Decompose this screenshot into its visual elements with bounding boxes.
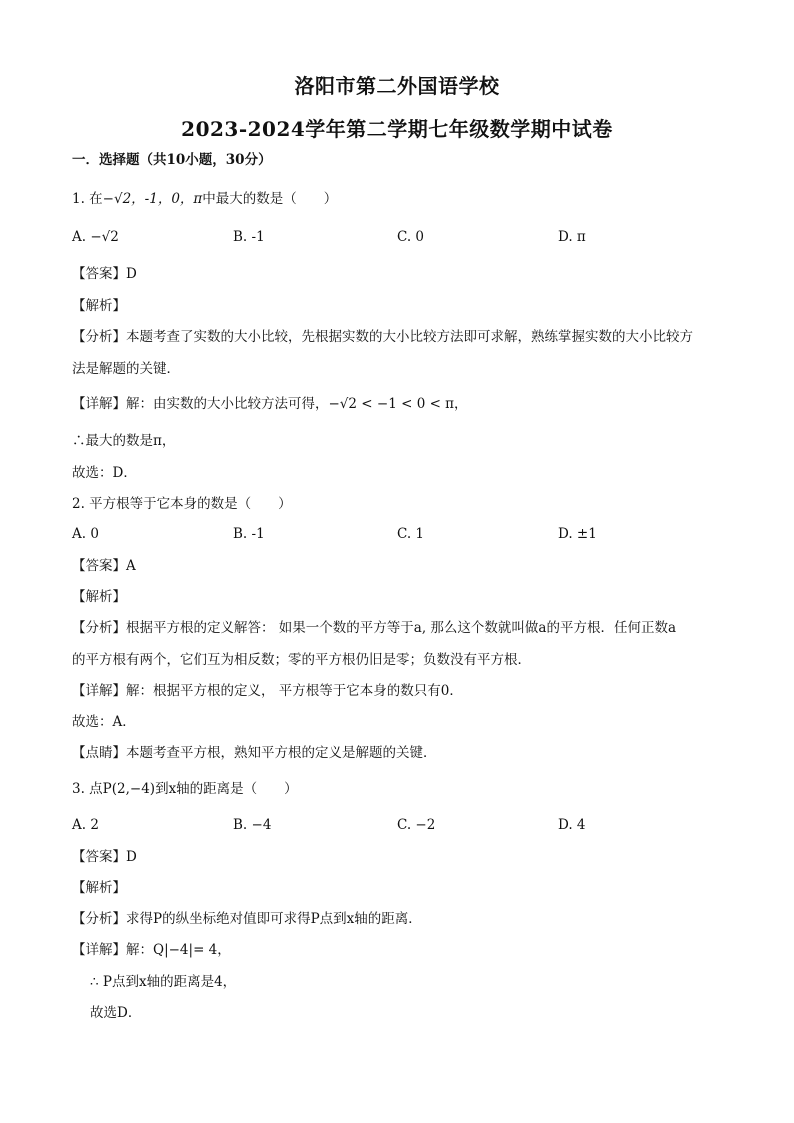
- question-1-option-a: A. −√2: [72, 229, 119, 245]
- question-1-option-d: D. π: [558, 229, 586, 245]
- question-3-option-d: D. 4: [558, 817, 586, 833]
- school-title: 洛阳市第二外国语学校: [294, 74, 500, 98]
- question-2-option-c: C. 1: [397, 526, 425, 542]
- question-2-detail: 【详解】解：根据平方根的定义， 平方根等于它本身的数只有0．: [72, 683, 463, 699]
- question-1-fenxi-line-1: 【分析】本题考查了实数的大小比较，先根据实数的大小比较方法即可求解，熟练掌握实数的大小比较方: [72, 329, 693, 345]
- question-1-numbers: −√2，-1，0，π: [102, 191, 203, 207]
- question-1-conclusion: ∴最大的数是π，: [72, 433, 176, 449]
- question-3-detail: 【详解】解：Q|−4|= 4，: [72, 942, 231, 958]
- question-1-option-c: C. 0: [397, 229, 425, 245]
- question-3-option-a: A. 2: [72, 817, 99, 833]
- question-1-answer: 【答案】D: [72, 266, 137, 282]
- question-1-option-b: B. -1: [233, 229, 265, 245]
- question-2-choice: 故选：A．: [72, 714, 136, 730]
- question-3-answer: 【答案】D: [72, 849, 137, 865]
- question-3-stem: 3. 点P(2,−4)到x轴的距离是（ ）: [72, 781, 298, 797]
- section-heading: 一．选择题（共10小题，30分）: [72, 152, 272, 168]
- question-3-conclusion: ∴ P点到x轴的距离是4，: [90, 974, 237, 990]
- question-3-option-b: B. −4: [233, 817, 272, 833]
- exam-title: 2023-2024学年第二学期七年级数学期中试卷: [181, 117, 613, 141]
- question-1-stem: [72, 190, 337, 208]
- question-2-comment: 【点睛】本题考查平方根，熟知平方根的定义是解题的关键．: [72, 745, 437, 761]
- question-1-detail: 【详解】解：由实数的大小比较方法可得，−√2 < −1 < 0 < π，: [72, 396, 468, 412]
- question-3-option-c: C. −2: [397, 817, 436, 833]
- question-2-fenxi-line-2: 的平方根有两个，它们互为相反数；零的平方根仍旧是零；负数没有平方根．: [72, 652, 531, 668]
- question-2-answer: 【答案】A: [72, 558, 136, 574]
- question-1-prefix: 1. 在: [72, 191, 103, 207]
- question-2-stem: 2. 平方根等于它本身的数是（ ）: [72, 496, 292, 512]
- question-3-choice: 故选D．: [90, 1005, 142, 1021]
- question-2-analysis-heading: 【解析】: [72, 589, 126, 605]
- question-1-fenxi-line-2: 法是解题的关键．: [72, 361, 180, 377]
- question-1-choice: 故选：D．: [72, 465, 137, 481]
- question-2-fenxi-line-1: 【分析】根据平方根的定义解答： 如果一个数的平方等于a, 那么这个数就叫做a的平方根．任何正数a: [72, 620, 677, 636]
- question-3-fenxi: 【分析】求得P的纵坐标绝对值即可求得P点到x轴的距离．: [72, 911, 422, 927]
- question-1-analysis-heading: 【解析】: [72, 298, 126, 314]
- question-3-analysis-heading: 【解析】: [72, 880, 126, 896]
- question-2-option-d: D. ±1: [558, 526, 597, 542]
- question-2-option-b: B. -1: [233, 526, 265, 542]
- question-2-option-a: A. 0: [72, 526, 99, 542]
- question-1-suffix: 中最大的数是（ ）: [202, 191, 338, 207]
